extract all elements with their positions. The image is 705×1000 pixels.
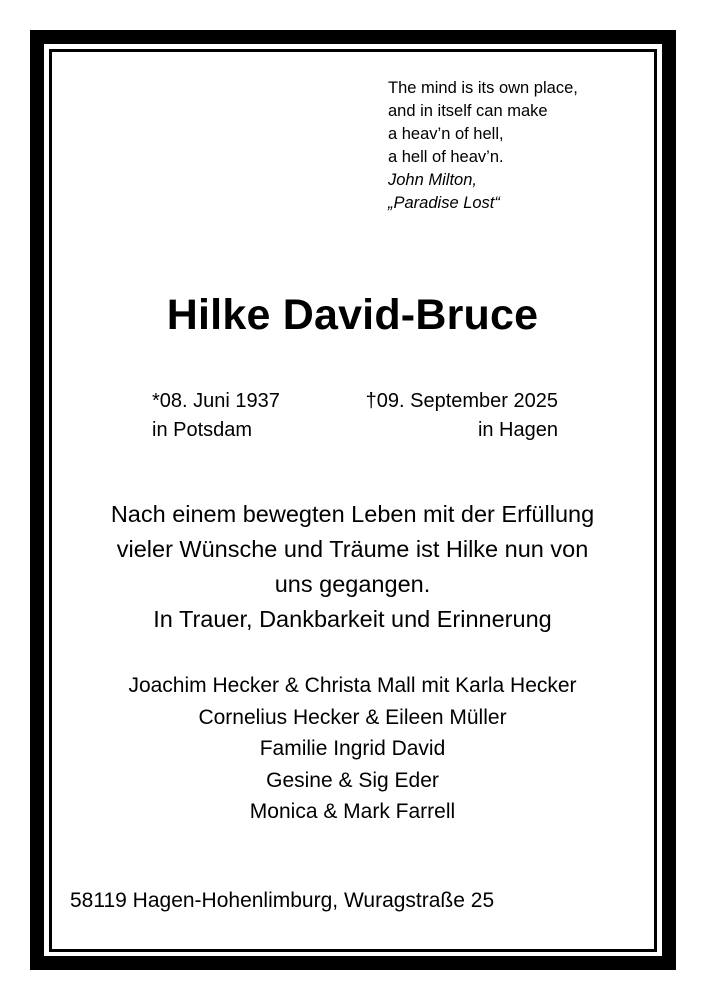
- death-info: [366, 387, 558, 445]
- mourner-entry: Gesine & Sig Eder: [266, 768, 439, 792]
- death-date: †09. September 2025: [365, 390, 558, 412]
- mourner-entry: Monica & Mark Farrell: [249, 800, 456, 823]
- message-line: uns gegangen.: [274, 571, 431, 597]
- obituary-message: [0, 497, 705, 637]
- deceased-name: Hilke David-Bruce: [166, 291, 539, 339]
- mourner-entry: Cornelius Hecker & Eileen Müller: [198, 705, 507, 729]
- birth-place: in Potsdam: [152, 419, 253, 441]
- death-place: in Hagen: [477, 419, 558, 441]
- mourner-entry: Joachim Hecker & Christa Mall mit Karla Hecker: [128, 674, 577, 697]
- quote-line: The mind is its own place,: [388, 79, 578, 97]
- mourners-list: [0, 670, 705, 828]
- quote-line: and in itself can make: [388, 102, 548, 120]
- epigraph-quote: [388, 77, 578, 215]
- address: 58119 Hagen-Hohenlimburg, Wuragstraße 25: [70, 889, 495, 912]
- message-line: In Trauer, Dankbarkeit und Erinnerung: [153, 606, 552, 632]
- message-line: Nach einem bewegten Leben mit der Erfüllung: [110, 501, 595, 527]
- mourner-entry: Familie Ingrid David: [259, 737, 446, 760]
- quote-line: a heav’n of hell,: [388, 125, 504, 143]
- quote-author: John Milton,: [388, 171, 477, 189]
- quote-line: a hell of heav’n.: [388, 148, 504, 166]
- birth-date: *08. Juni 1937: [152, 390, 280, 412]
- quote-source: „Paradise Lost“: [388, 194, 500, 212]
- message-line: vieler Wünsche und Träume ist Hilke nun von: [116, 536, 589, 562]
- birth-info: [152, 387, 280, 445]
